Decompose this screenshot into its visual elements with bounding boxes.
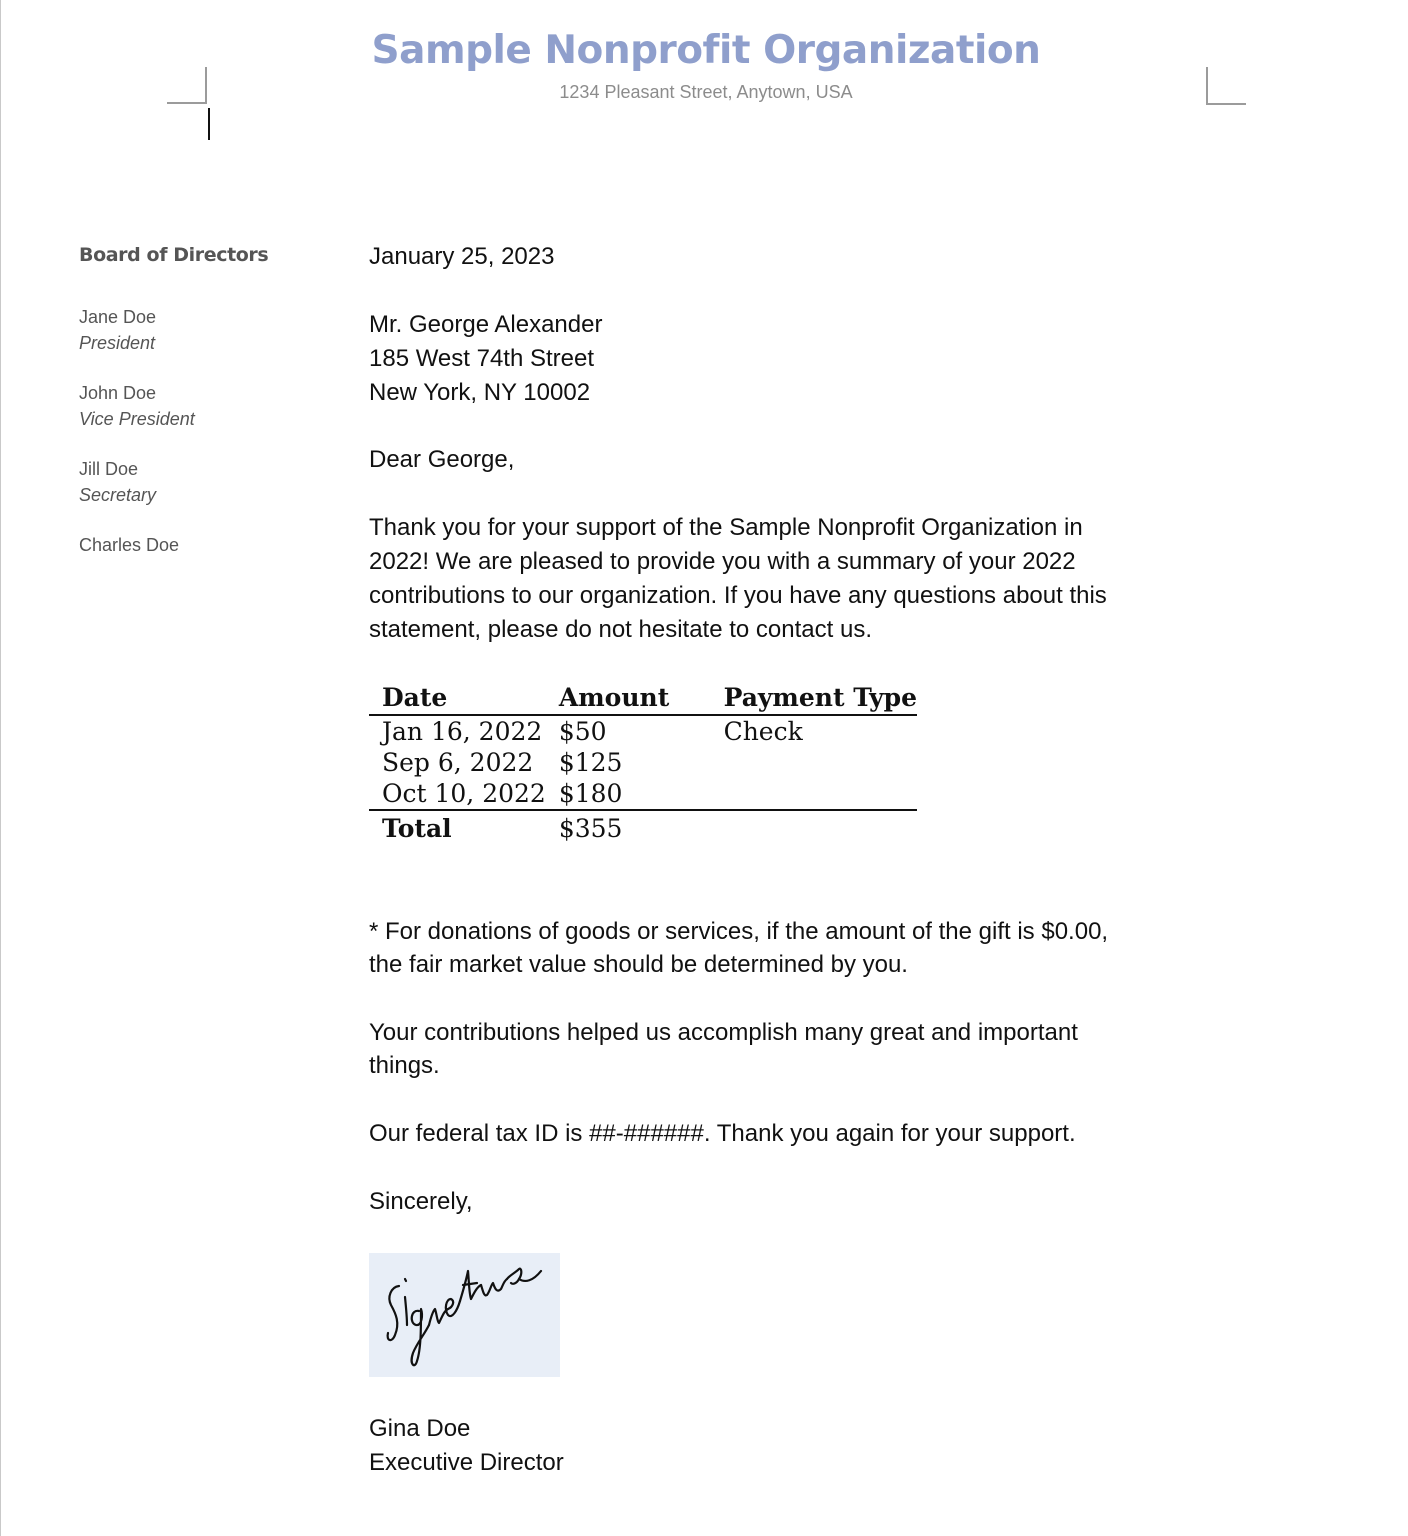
organization-name: Sample Nonprofit Organization — [371, 28, 1041, 73]
member-name: Charles Doe — [79, 535, 180, 555]
recipient-city: New York, NY 10002 — [369, 379, 591, 406]
crop-mark-right-horizontal — [1206, 103, 1246, 105]
total-empty-cell — [711, 810, 917, 847]
row-date: Oct 10, 2022 — [382, 778, 546, 808]
row-payment-type — [711, 747, 917, 778]
total-amount: $355 — [546, 810, 711, 847]
intro-line: Thank you for your support of the Sample Nonprofit Organization in — [369, 514, 1083, 541]
recipient-name: Mr. George Alexander — [369, 311, 603, 338]
crop-mark-left-horizontal — [167, 102, 207, 104]
total-label: Total — [369, 810, 546, 847]
recipient-address — [369, 308, 1209, 410]
row-amount: $50 — [558, 716, 607, 746]
member-role: Vice President — [79, 409, 195, 429]
footnote-line: the fair market value should be determined by you. — [369, 951, 908, 978]
letter-body — [369, 240, 1209, 647]
header-amount: Amount — [546, 680, 711, 715]
crop-mark-right-vertical — [1206, 67, 1208, 105]
board-member — [79, 304, 339, 356]
closing-section — [369, 915, 1209, 1218]
letter-date: January 25, 2023 — [369, 243, 555, 270]
sign-off: Sincerely, — [369, 1188, 473, 1215]
row-date: Jan 16, 2022 — [382, 716, 543, 746]
signer-title: Executive Director — [369, 1449, 564, 1476]
table-row — [369, 715, 917, 747]
table-header-row — [369, 680, 917, 715]
header-payment-type: Payment Type — [711, 680, 917, 715]
member-name: John Doe — [79, 383, 157, 403]
salutation: Dear George, — [369, 446, 515, 473]
board-member — [79, 380, 339, 432]
board-sidebar — [79, 240, 339, 582]
member-role: Secretary — [79, 485, 157, 505]
member-name: Jane Doe — [79, 307, 157, 327]
page-edge — [0, 0, 1, 1536]
member-name: Jill Doe — [79, 459, 139, 479]
signature-image — [369, 1253, 560, 1377]
header-date: Date — [369, 680, 546, 715]
table-total-row — [369, 810, 917, 847]
accomplish-line: Your contributions helped us accomplish many great and important — [369, 1019, 1078, 1046]
row-date: Sep 6, 2022 — [382, 747, 534, 777]
text-cursor — [208, 108, 210, 140]
handwritten-signature — [369, 1253, 560, 1377]
member-role: President — [79, 333, 156, 353]
footnote-paragraph — [369, 915, 1209, 981]
tax-id-line: Our federal tax ID is ##-######. Thank you again for your support. — [369, 1120, 1076, 1147]
row-amount: $125 — [558, 747, 623, 777]
signer-name: Gina Doe — [369, 1415, 471, 1442]
crop-mark-left-vertical — [205, 67, 207, 104]
intro-line: statement, please do not hesitate to contact us. — [369, 616, 872, 643]
board-heading: Board of Directors — [79, 244, 269, 266]
row-payment-type: Check — [723, 716, 803, 746]
row-payment-type — [711, 778, 917, 810]
organization-address: 1234 Pleasant Street, Anytown, USA — [559, 82, 853, 102]
intro-line: contributions to our organization. If you have any questions about this — [369, 582, 1107, 609]
intro-paragraph — [369, 511, 1209, 647]
table-row — [369, 747, 917, 778]
footnote-line: * For donations of goods or services, if the amount of the gift is $0.00, — [369, 918, 1109, 945]
board-member — [79, 532, 339, 558]
recipient-street: 185 West 74th Street — [369, 345, 595, 372]
row-amount: $180 — [558, 778, 623, 808]
board-member — [79, 456, 339, 508]
accomplish-paragraph — [369, 1016, 1209, 1082]
signer-block — [369, 1412, 564, 1480]
accomplish-line: things. — [369, 1052, 440, 1079]
intro-line: 2022! We are pleased to provide you with a summary of your 2022 — [369, 548, 1076, 575]
contributions-table — [369, 680, 917, 847]
table-row — [369, 778, 917, 810]
